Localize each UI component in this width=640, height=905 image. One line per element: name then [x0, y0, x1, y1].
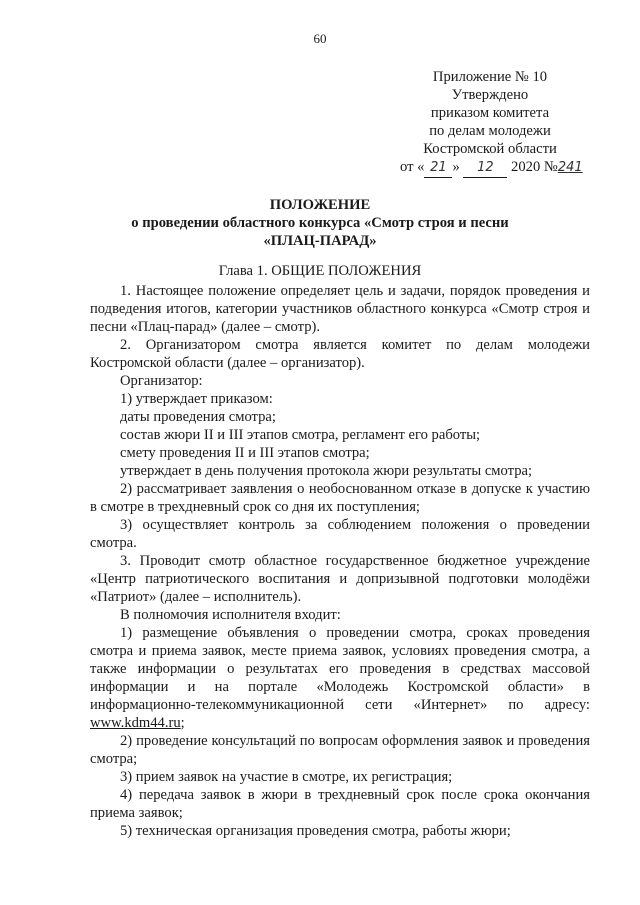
approval-date: [400, 158, 600, 178]
title-line: о проведении областного конкурса «Смотр строя и песни: [131, 215, 509, 231]
paragraph-text: ;: [180, 715, 185, 731]
date-prefix: от «: [400, 159, 425, 175]
chapter-heading: Глава 1. ОБЩИЕ ПОЛОЖЕНИЯ: [218, 263, 422, 279]
paragraph: состав жюри II и III этапов смотра, регламент его работы;: [120, 427, 481, 443]
paragraph: даты проведения смотра;: [120, 409, 276, 425]
order-number: 241: [557, 160, 583, 175]
page-number: 60: [313, 31, 327, 46]
paragraph: 1) утверждает приказом:: [120, 391, 273, 407]
title-heading: ПОЛОЖЕНИЕ: [269, 197, 371, 213]
document-title: [60, 196, 580, 250]
date-month: 12: [463, 159, 507, 178]
paragraph: 5) техническая организация проведения смотра, работы жюри;: [120, 823, 511, 839]
paragraph: 2) рассматривает заявления о необоснованном отказе в допуске к участию в смотре в трехдневный срок со дня их поступления;: [90, 481, 590, 515]
paragraph: смету проведения II и III этапов смотра;: [120, 445, 370, 461]
title-line: «ПЛАЦ-ПАРАД»: [263, 233, 377, 249]
paragraph: 1. Настоящее положение определяет цель и задачи, порядок проведения и подведения итогов, категории участников областного конкурса «Смотр строя и песни «Плац-парад» (далее – смотр).: [90, 283, 590, 335]
paragraph: В полномочия исполнителя входит:: [120, 607, 341, 623]
approval-line: Утверждено: [451, 87, 529, 103]
date-year: 2020 №: [511, 159, 558, 175]
paragraph: Организатор:: [120, 373, 203, 389]
date-mid: »: [452, 159, 460, 175]
paragraph: 3. Проводит смотр областное государственное бюджетное учреждение «Центр патриотического воспитания и допризывной подготовки молодёжи «Патриот» (далее – исполнитель).: [90, 553, 590, 605]
paragraph: 2) проведение консультаций по вопросам оформления заявок и проведения смотра;: [90, 733, 590, 767]
date-day: 21: [424, 159, 452, 178]
approval-line: Приложение № 10: [432, 69, 548, 85]
document-body: [90, 282, 590, 840]
approval-line: Костромской области: [423, 141, 557, 157]
paragraph: утверждает в день получения протокола жюри результаты смотра;: [120, 463, 533, 479]
paragraph-text: 1) размещение объявления о проведении смотра, сроках проведения смотра и приема заявок, месте приема заявок, условиях проведения смотра, а также информации о результатах его проведения в средствах массовой информации и на портале «Молодежь Костромской области» в информационно-телекоммуникационной сети «Интернет» по адресу:: [90, 625, 590, 713]
approval-line: по делам молодежи: [429, 123, 551, 139]
paragraph: 3) осуществляет контроль за соблюдением положения о проведении смотра.: [90, 517, 590, 551]
website-link[interactable]: www.kdm44.ru: [90, 715, 181, 731]
approval-line: приказом комитета: [430, 105, 550, 121]
approval-block: [400, 68, 580, 158]
paragraph: 4) передача заявок в жюри в трехдневный срок после срока окончания приема заявок;: [90, 787, 590, 821]
paragraph: 3) прием заявок на участие в смотре, их регистрация;: [120, 769, 453, 785]
paragraph: 2. Организатором смотра является комитет по делам молодежи Костромской области (далее – организатор).: [90, 337, 590, 371]
paragraph: [90, 624, 590, 732]
